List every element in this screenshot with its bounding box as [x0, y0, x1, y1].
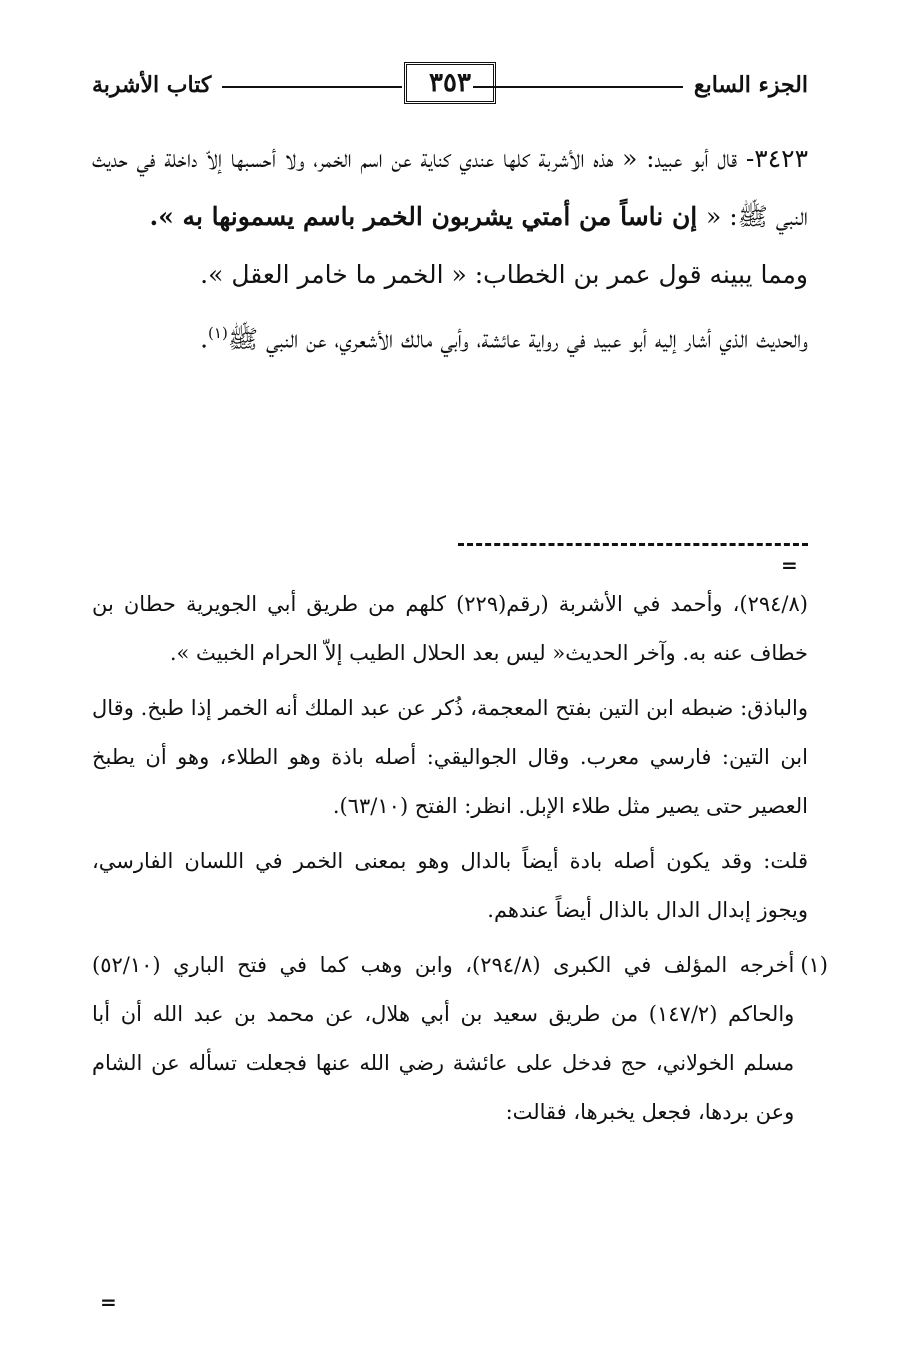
paragraph-3423-text: ٣٤٢٣- قال أبو عبيد: « هذه الأشربة كلها عندي كناية عن اسم الخمر، ولا أحسبها إلاّ داخلة في حديث النبي ﷺ: « [92, 144, 808, 231]
hadith-quote: إن ناساً من أمتي يشربون الخمر باسم يسمونها به ». [149, 202, 706, 231]
paragraph-umar: ومما يبينه قول عمر بن الخطاب: « الخمر ما خامر العقل ». [200, 260, 808, 289]
footnote-qultu: قلت: وقد يكون أصله بادة أيضاً بالدال وهو بمعنى الخمر في اللسان الفارسي، ويجوز إبدال الدال بالذال أيضاً عندهم. [92, 849, 808, 922]
footnote-1-marker: (١) [800, 953, 828, 977]
footnotes [92, 580, 828, 1137]
footnote-1-text: أخرجه المؤلف في الكبرى (٢٩٤/٨)، وابن وهب كما في فتح الباري (٥٢/١٠) والحاكم (١٤٧/٢) من طريق سعيد بن أبي هلال، عن محمد بن عبد الله أن أبا مسلم الخولاني، حج فدخل على عائشة رضي الله عنها فجعلت تسأله عن الشام وعن بردها، فجعل يخبرها، فقالت: [92, 953, 795, 1124]
footnote-1 [92, 941, 828, 1137]
footnote-separator [458, 543, 808, 546]
volume-label: الجزء السابع [693, 72, 808, 98]
paragraph-3423 [92, 130, 808, 246]
footnote-ref-1: (١) [208, 324, 228, 342]
continuation-mark: = [100, 1290, 117, 1314]
paragraph-end: . [200, 324, 209, 354]
footnote-continued: (٢٩٤/٨)، وأحمد في الأشربة (رقم(٢٢٩) كلهم من طريق أبي الجويرية حطان بن خطاف عنه به. وآخر الحديث« ليس بعد الحلال الطيب إلاّ الحرام الخبيث ». [92, 592, 808, 665]
main-text [92, 130, 808, 368]
header-rule-right [473, 86, 683, 88]
paragraph-hadith-reference [92, 304, 808, 368]
page-number: ٣٥٣ [404, 62, 496, 104]
footnote-badhiq: والباذق: ضبطه ابن التين بفتح المعجمة، ذُكر عن عبد الملك أنه الخمر إذا طبخ. وقال ابن التين: فارسي معرب. وقال الجواليقي: أصله باذة وهو الطلاء، وهو أن يطبخ العصير حتى يصير مثل طلاء الإبل. انظر: الفتح (٦٣/١٠). [92, 696, 808, 818]
header-rule-left [222, 86, 402, 88]
running-header [92, 62, 808, 112]
separator-mark: = [781, 553, 798, 577]
paragraph-hadith-reference-text: والحديث الذي أشار إليه أبو عبيد في رواية عائشة، وأبي مالك الأشعري، عن النبي ﷺ [227, 324, 808, 354]
book-title: كتاب الأشربة [92, 72, 212, 98]
